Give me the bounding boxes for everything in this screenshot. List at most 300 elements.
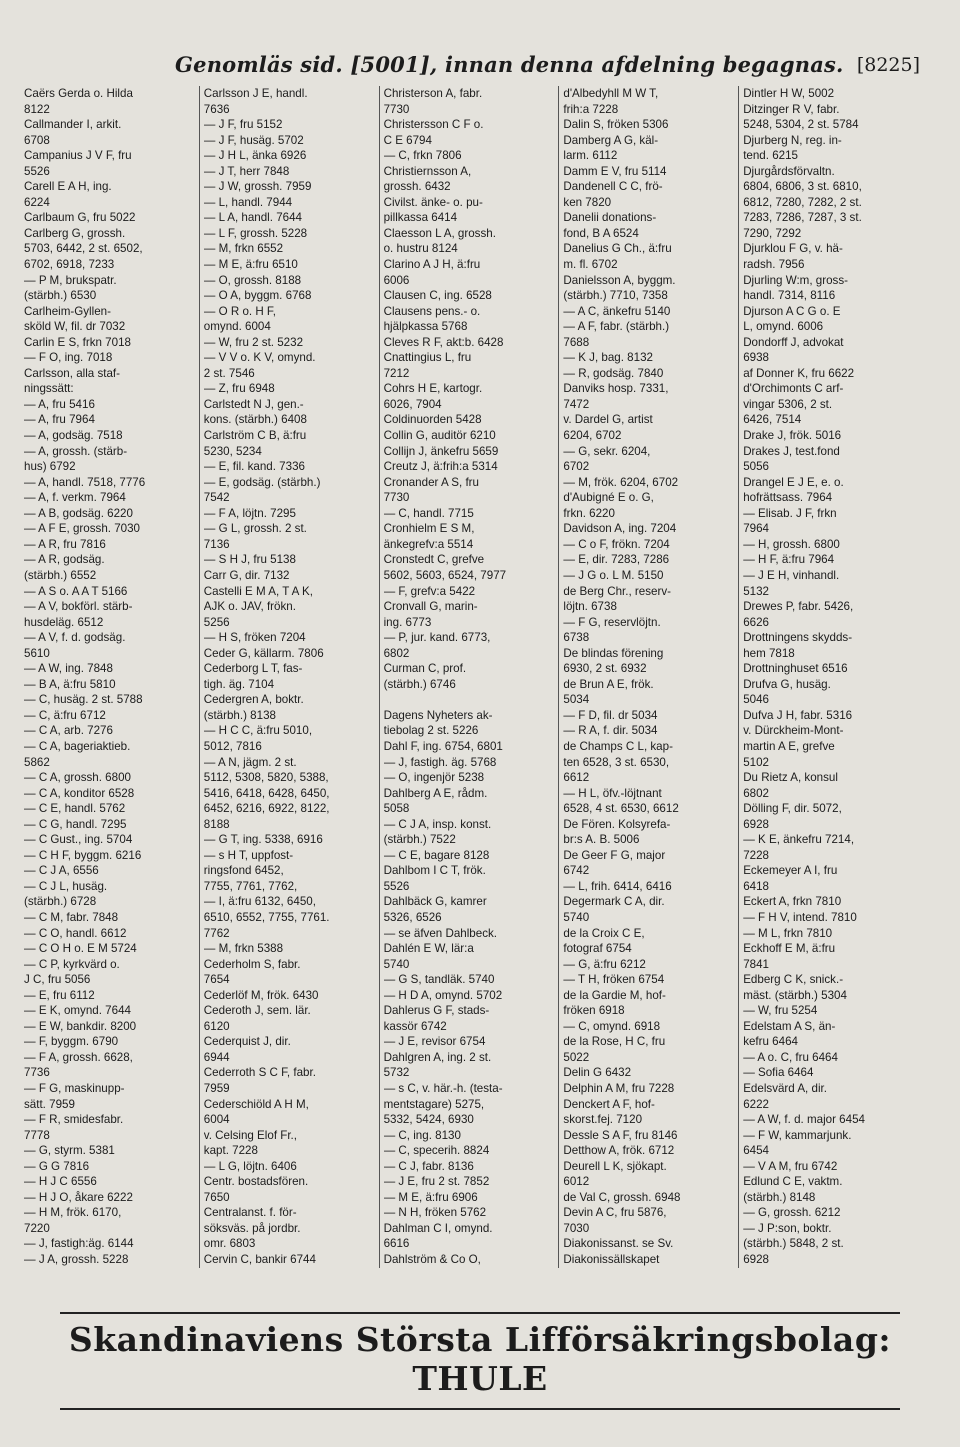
directory-entry-line: ing. 6773 <box>383 615 432 629</box>
directory-entry-line: fröken 6918 <box>563 1004 625 1018</box>
directory-entry-line: — C E, bagare 8128 <box>383 848 490 862</box>
directory-entry-line: Dahlén E W, lär:a <box>383 942 474 956</box>
directory-entry-line: sätt. 7959 <box>24 1097 75 1111</box>
directory-entry-line: tiebolag 2 st. 5226 <box>383 724 479 738</box>
directory-column <box>739 86 918 1268</box>
directory-entry-line: — H F, ä:fru 7964 <box>743 553 835 567</box>
directory-entry-line: Danelii donations- <box>563 211 657 225</box>
directory-entry-line: — F D, fil. dr 5034 <box>563 708 658 722</box>
directory-entry-line: Clausens pens.- o. <box>383 304 481 318</box>
directory-entry-line: — C M, fabr. 7848 <box>24 910 119 924</box>
directory-entry-line: Dahl F, ing. 6754, 6801 <box>383 739 503 753</box>
directory-entry-line: — G, grossh. 6212 <box>743 1206 841 1220</box>
directory-entry-line: Danielsson A, byggm. <box>563 273 676 287</box>
directory-entry-line: 2 st. 7546 <box>203 366 255 380</box>
header-title: Genomläs sid. [5001], innan denna afdelning begagnas. <box>175 52 844 77</box>
directory-entry-line: Drake J, frök. 5016 <box>743 429 842 443</box>
directory-entry-line: 6702 <box>563 460 590 474</box>
directory-entry-line: (stärbh.) 8138 <box>203 708 276 722</box>
directory-entry-line: Cohrs H E, kartogr. <box>383 382 483 396</box>
directory-entry-line: 7755, 7761, 7762, <box>203 879 298 893</box>
directory-entry-line: Djurgårdsförvaltn. <box>743 164 835 178</box>
directory-entry-line: 7650 <box>203 1190 230 1204</box>
directory-entry-line: 6708 <box>24 133 50 147</box>
page-code: [8225] <box>856 54 920 76</box>
directory-entry-line: hem 7818 <box>743 646 795 660</box>
directory-entry-line: v. Dürckheim-Mont- <box>743 724 844 738</box>
directory-entry-line: 7636 <box>203 102 230 116</box>
directory-entry-line: — A S o. A A T 5166 <box>24 584 128 598</box>
directory-entry-line: — C A, bageriaktieb. <box>24 739 131 753</box>
page-header <box>20 52 920 88</box>
directory-entry-line: Djurklou F G, v. hä- <box>743 242 843 256</box>
directory-entry-line: 5230, 5234 <box>203 444 262 458</box>
directory-entry-line: Cronstedt C, grefve <box>383 553 485 567</box>
directory-entry-line: Centralanst. f. för- <box>203 1206 297 1220</box>
directory-entry-line: — N H, fröken 5762 <box>383 1206 487 1220</box>
directory-entry-line: — s H T, uppfost- <box>203 848 294 862</box>
directory-entry-line: 5132 <box>743 584 769 598</box>
directory-entry-line: — B A, ä:fru 5810 <box>24 677 116 691</box>
directory-entry-line: 5862 <box>24 755 50 769</box>
directory-entry-line: — C J L, husäg. <box>24 879 108 893</box>
directory-entry-line: Dahlberg A E, rådm. <box>383 786 488 800</box>
directory-entry-line: — L G, löjtn. 6406 <box>203 1159 297 1173</box>
directory-entry-line: de Val C, grossh. 6948 <box>563 1190 681 1204</box>
directory-entry-line: 5610 <box>24 646 50 660</box>
directory-entry-line: 8122 <box>24 102 50 116</box>
directory-entry-line: Djurling W:m, gross- <box>743 273 848 287</box>
directory-entry-line: 6742 <box>563 864 590 878</box>
directory-entry-line: 6938 <box>743 351 769 365</box>
directory-entry-line: — V V o. K V, omynd. <box>203 351 316 365</box>
directory-entry-line: — C, ä:fru 6712 <box>24 708 106 722</box>
directory-entry-line: Dandenell C C, frö- <box>563 180 663 194</box>
directory-entry-line: — A, fru 7964 <box>24 413 95 427</box>
directory-entry-line: — J P:son, boktr. <box>743 1221 832 1235</box>
directory-entry-line: Cederquist J, dir. <box>203 1035 291 1049</box>
directory-entry-line: 6802 <box>743 786 769 800</box>
directory-entry-line: Devin A C, fru 5876, <box>563 1206 667 1220</box>
directory-entry-line: (stärbh.) 6530 <box>24 289 97 303</box>
directory-entry-line: radsh. 7956 <box>743 258 805 272</box>
directory-entry-line: 7778 <box>24 1128 50 1142</box>
directory-column <box>380 86 560 1268</box>
directory-entry-line: Carr G, dir. 7132 <box>203 568 290 582</box>
directory-entry-line: — C A, konditor 6528 <box>24 786 135 800</box>
directory-entry-line: — J E, fru 2 st. 7852 <box>383 1175 490 1189</box>
directory-entry-line: Davidson A, ing. 7204 <box>563 522 677 536</box>
directory-entry-line: — E W, bankdir. 8200 <box>24 1019 137 1033</box>
directory-entry-line: 7136 <box>203 537 230 551</box>
directory-entry-line: 6120 <box>203 1019 230 1033</box>
directory-entry-line: Edelstam A S, än- <box>743 1019 836 1033</box>
directory-entry-line: kapt. 7228 <box>203 1144 258 1158</box>
directory-entry-line: — A V, f. d. godsäg. <box>24 631 126 645</box>
directory-entry-line: — C E, handl. 5762 <box>24 802 126 816</box>
directory-entry-line: Carlsson J E, handl. <box>203 87 308 100</box>
directory-entry-line: hus) 6792 <box>24 460 76 474</box>
directory-entry-line: 5034 <box>563 693 590 707</box>
directory-entry-line: Cederlöf M, frök. 6430 <box>203 988 319 1002</box>
directory-entry-line: Eckert A, frkn 7810 <box>743 895 842 909</box>
directory-entry-line: Detthow A, frök. 6712 <box>563 1144 675 1158</box>
directory-entry-line: pillkassa 6414 <box>383 211 458 225</box>
directory-entry-line: 7030 <box>563 1221 590 1235</box>
directory-entry-line: kefru 6464 <box>743 1035 798 1049</box>
directory-entry-line: Collin G, auditör 6210 <box>383 429 496 443</box>
directory-entry-line: — F G, maskinupp- <box>24 1082 125 1095</box>
directory-entry-line: 5022 <box>563 1050 590 1064</box>
directory-entry-line: Drottningens skydds- <box>743 631 853 645</box>
directory-entry-line: 6222 <box>743 1097 769 1111</box>
directory-entry-line: 5416, 6418, 6428, 6450, <box>203 786 330 800</box>
directory-entry-line: Drangel E J E, e. o. <box>743 475 844 489</box>
directory-entry-line: — A F E, grossh. 7030 <box>24 522 140 536</box>
directory-entry-line: — F A, grossh. 6628, <box>24 1050 133 1064</box>
directory-entry-line: 6418 <box>743 879 769 893</box>
directory-entry-line: 7964 <box>743 522 769 536</box>
directory-entry-line: 6204, 6702 <box>563 429 622 443</box>
directory-entry-line: 5602, 5603, 6524, 7977 <box>383 568 507 582</box>
directory-entry-line: — Elisab. J F, frkn <box>743 506 837 520</box>
directory-entry-line: — L, handl. 7944 <box>203 195 293 209</box>
directory-entry-line: Dahlström & Co O, <box>383 1253 481 1267</box>
directory-entry-line: Carlheim-Gyllen- <box>24 304 111 318</box>
directory-entry-line: — C O, handl. 6612 <box>24 926 127 940</box>
directory-entry-line: — O R o. H F, <box>203 304 276 318</box>
directory-entry-line: — A W, f. d. major 6454 <box>743 1113 865 1127</box>
directory-entry-line: Du Rietz A, konsul <box>743 771 838 785</box>
directory-entry-line: Dahlgren A, ing. 2 st. <box>383 1050 492 1064</box>
directory-entry-line: — M, frök. 6204, 6702 <box>563 475 679 489</box>
directory-column <box>559 86 739 1268</box>
directory-entry-line: Dintler H W, 5002 <box>743 87 835 100</box>
directory-entry-line: Drakes J, test.fond <box>743 444 840 458</box>
directory-entry-line: (stärbh.) 8148 <box>743 1190 816 1204</box>
directory-entry-line: — L A, handl. 7644 <box>203 211 302 225</box>
directory-entry-line: — G, sekr. 6204, <box>563 444 651 458</box>
directory-entry-line: 6004 <box>203 1113 230 1127</box>
directory-entry-line: — A C, änkefru 5140 <box>563 304 671 318</box>
directory-entry-line: — A o. C, fru 6464 <box>743 1050 838 1064</box>
directory-entry-line: Cronhielm E S M, <box>383 522 475 536</box>
directory-entry-line: änkegrefv:a 5514 <box>383 537 474 551</box>
directory-entry-line: — R, godsäg. 7840 <box>563 366 664 380</box>
directory-entry-line: Drufva G, husäg. <box>743 677 831 691</box>
directory-entry-line: Denckert A F, hof- <box>563 1097 655 1111</box>
directory-entry-line: ningssätt: <box>24 382 74 396</box>
directory-entry-line: Christiernsson A, <box>383 164 472 178</box>
directory-entry-line: — H J C 6556 <box>24 1175 97 1189</box>
directory-entry-line: 7654 <box>203 973 230 987</box>
directory-entry-line: 6738 <box>563 631 590 645</box>
directory-entry-line: — F H V, intend. 7810 <box>743 910 857 924</box>
directory-entry-line: — C, omynd. 6918 <box>563 1019 661 1033</box>
directory-entry-line: 5732 <box>383 1066 410 1080</box>
directory-entry-line: — J F, husäg. 5702 <box>203 133 304 147</box>
directory-entry-line: — F R, smidesfabr. <box>24 1113 124 1127</box>
directory-entry-line: sköld W, fil. dr 7032 <box>24 320 126 334</box>
directory-entry-line: 8188 <box>203 817 230 831</box>
directory-entry-line: Cederborg L T, fas- <box>203 662 303 676</box>
directory-entry-line: 7542 <box>203 491 230 505</box>
directory-entry-line: Drewes P, fabr. 5426, <box>743 600 854 614</box>
directory-entry-line: — G T, ing. 5338, 6916 <box>203 833 323 847</box>
directory-entry-line: 6452, 6216, 6922, 8122, <box>203 802 330 816</box>
directory-entry-line: — C, husäg. 2 st. 5788 <box>24 693 143 707</box>
directory-entry-line: 6804, 6806, 3 st. 6810, <box>743 180 862 194</box>
directory-entry-line: ten 6528, 3 st. 6530, <box>563 755 670 769</box>
directory-entry-line: 6944 <box>203 1050 230 1064</box>
directory-entry-line: skorst.fej. 7120 <box>563 1113 643 1127</box>
directory-entry-line: 7472 <box>563 397 590 411</box>
directory-entry-line: — H, grossh. 6800 <box>743 537 840 551</box>
directory-entry-line: — A B, godsäg. 6220 <box>24 506 133 520</box>
directory-entry-line: — A F, fabr. (stärbh.) <box>563 320 670 334</box>
directory-entry-line: — F O, ing. 7018 <box>24 351 113 365</box>
directory-entry-line: — H J O, åkare 6222 <box>24 1190 133 1204</box>
directory-entry-line: Collijn J, änkefru 5659 <box>383 444 499 458</box>
directory-entry-line: — M, frkn 5388 <box>203 942 284 956</box>
directory-entry-line: — F, grefv:a 5422 <box>383 584 476 598</box>
directory-entry-line: — A V, bokförl. stärb- <box>24 600 133 614</box>
directory-entry-line: — A, f. verkm. 7964 <box>24 491 126 505</box>
directory-entry-line: Clausen C, ing. 6528 <box>383 289 492 303</box>
directory-entry-line: Dahlman C I, omynd. <box>383 1221 493 1235</box>
directory-entry-line: Claesson L A, grossh. <box>383 226 496 240</box>
directory-entry-line: 7290, 7292 <box>743 226 802 240</box>
directory-entry-line: — C O H o. E M 5724 <box>24 942 137 956</box>
directory-entry-line: Carlberg G, grossh. <box>24 226 126 240</box>
directory-entry-line: kassör 6742 <box>383 1019 447 1033</box>
directory-entry-line: — J W, grossh. 7959 <box>203 180 312 194</box>
directory-entry-line: Creutz J, ä:frih:a 5314 <box>383 460 498 474</box>
directory-entry-line: — C A, arb. 7276 <box>24 724 113 738</box>
directory-entry-line: — C Gust., ing. 5704 <box>24 833 133 847</box>
directory-entry-line: — E K, omynd. 7644 <box>24 1004 131 1018</box>
directory-entry-line: — C G, handl. 7295 <box>24 817 127 831</box>
directory-entry-line: de Berg Chr., reserv- <box>563 584 671 598</box>
directory-entry-line: 6224 <box>24 195 50 209</box>
directory-entry-line: — A, handl. 7518, 7776 <box>24 475 146 489</box>
directory-entry-line: — P, jur. kand. 6773, <box>383 631 491 645</box>
directory-entry-line: — M L, frkn 7810 <box>743 926 833 940</box>
directory-entry-line: Damm E V, fru 5114 <box>563 164 667 178</box>
directory-entry-line: omynd. 6004 <box>203 320 271 334</box>
directory-entry-line: Carlsson, alla staf- <box>24 366 121 380</box>
directory-entry-line: Cedergren A, boktr. <box>203 693 304 707</box>
directory-entry-line: Eckhoff E M, ä:fru <box>743 942 836 956</box>
directory-entry-line: — A, grossh. (stärb- <box>24 444 128 458</box>
directory-entry-line: — E, dir. 7283, 7286 <box>563 553 670 567</box>
directory-entry-line: — S H J, fru 5138 <box>203 553 296 567</box>
directory-entry-line: handl. 7314, 8116 <box>743 289 836 303</box>
directory-entry-line: — F A, löjtn. 7295 <box>203 506 296 520</box>
directory-entry-line: husdeläg. 6512 <box>24 615 104 629</box>
directory-entry-line: Dahlerus G F, stads- <box>383 1004 490 1018</box>
directory-entry-line: 6812, 7280, 7282, 2 st. <box>743 195 862 209</box>
directory-entry-line: Dahlbom I C T, frök. <box>383 864 486 878</box>
directory-entry-line: d'Orchimonts C arf- <box>743 382 844 396</box>
directory-entry-line: v. Celsing Elof Fr., <box>203 1128 298 1142</box>
directory-entry-line: Carlstedt N J, gen.- <box>203 397 304 411</box>
directory-entry-line: — W, fru 5254 <box>743 1004 818 1018</box>
directory-entry-line: — M, frkn 6552 <box>203 242 284 256</box>
directory-entry-line: Dahlbäck G, kamrer <box>383 895 487 909</box>
directory-column <box>20 86 200 1268</box>
directory-entry-line: 7841 <box>743 957 769 971</box>
directory-entry-line: (stärbh.) 7522 <box>383 833 456 847</box>
directory-entry-line: — A, fru 5416 <box>24 397 95 411</box>
directory-entry-line: Carell E A H, ing. <box>24 180 112 194</box>
directory-entry-line: — se äfven Dahlbeck. <box>383 926 498 940</box>
directory-entry-line: 6612 <box>563 771 590 785</box>
directory-entry-line: 6928 <box>743 817 769 831</box>
directory-entry-line: 6426, 7514 <box>743 413 802 427</box>
directory-entry-line: Djurson A C G o. E <box>743 304 841 318</box>
directory-entry-line: 7688 <box>563 335 590 349</box>
directory-entry-line: — A N, jägm. 2 st. <box>203 755 297 769</box>
directory-entry-line: Eckemeyer A I, fru <box>743 864 838 878</box>
directory-entry-line: martin A E, grefve <box>743 739 835 753</box>
directory-entry-line: Cronvall G, marin- <box>383 600 478 614</box>
directory-entry-line: 6454 <box>743 1144 769 1158</box>
directory-entry-line: 6930, 2 st. 6932 <box>563 662 647 676</box>
directory-entry-line: Cleves R F, akt:b. 6428 <box>383 335 504 349</box>
directory-entry-line: Carlin E S, frkn 7018 <box>24 335 131 349</box>
directory-entry-line: — C J A, 6556 <box>24 864 99 878</box>
directory-entry-line: — C J A, insp. konst. <box>383 817 492 831</box>
advertisement-banner <box>60 1312 900 1410</box>
directory-entry-line: 5326, 6526 <box>383 910 442 924</box>
directory-entry-line: Christerson A, fabr. <box>383 87 483 100</box>
directory-entry-line: Dalin S, fröken 5306 <box>563 118 669 132</box>
directory-entry-line: — E, fru 6112 <box>24 988 95 1002</box>
directory-entry-line: Coldinuorden 5428 <box>383 413 482 427</box>
directory-entry-line: Ditzinger R V, fabr. <box>743 102 840 116</box>
directory-entry-line: 7736 <box>24 1066 50 1080</box>
directory-entry-line: — O, ingenjör 5238 <box>383 771 485 785</box>
directory-entry-line: — C, ing. 8130 <box>383 1128 461 1142</box>
directory-entry-line: — C H F, byggm. 6216 <box>24 848 142 862</box>
directory-entry-line: De Geer F G, major <box>563 848 666 862</box>
directory-entry-line: — C, specerih. 8824 <box>383 1144 490 1158</box>
directory-entry-line: — M E, ä:fru 6510 <box>203 258 298 272</box>
directory-entry-line: Cederoth J, sem. lär. <box>203 1004 311 1018</box>
directory-entry-line: Edelsvärd A, dir. <box>743 1082 827 1095</box>
directory-columns <box>20 86 918 1268</box>
directory-entry-line: Cnattingius L, fru <box>383 351 472 365</box>
directory-entry-line: — W, fru 2 st. 5232 <box>203 335 304 349</box>
directory-entry-line: J C, fru 5056 <box>24 973 91 987</box>
directory-entry-line: 5256 <box>203 615 230 629</box>
directory-entry-line: 5703, 6442, 2 st. 6502, <box>24 242 143 256</box>
directory-entry-line: — L F, grossh. 5228 <box>203 226 308 240</box>
directory-entry-line: — J A, grossh. 5228 <box>24 1253 129 1267</box>
directory-entry-line: Danviks hosp. 7331, <box>563 382 669 396</box>
directory-entry-line: Carlström C B, ä:fru <box>203 429 307 443</box>
directory-entry-line: — H S, fröken 7204 <box>203 631 306 645</box>
directory-entry-line: 6510, 6552, 7755, 7761. <box>203 910 330 924</box>
directory-entry-line: 7228 <box>743 848 769 862</box>
directory-entry-line: hjälpkassa 5768 <box>383 320 468 334</box>
directory-entry-line: — H L, öfv.-löjtnant <box>563 786 662 800</box>
directory-entry-line: — F, byggm. 6790 <box>24 1035 119 1049</box>
directory-entry-line: — F G, reservlöjtn. <box>563 615 661 629</box>
directory-entry-line: — P M, brukspatr. <box>24 273 117 287</box>
directory-entry-line: — C, handl. 7715 <box>383 506 474 520</box>
directory-entry-line: vingar 5306, 2 st. <box>743 397 833 411</box>
directory-entry-line: d'Albedyhll M W T, <box>563 87 659 100</box>
directory-entry-line: — H M, frök. 6170, <box>24 1206 122 1220</box>
directory-entry-line: — Sofia 6464 <box>743 1066 814 1080</box>
directory-entry-line: 5046 <box>743 693 769 707</box>
directory-entry-line: — A W, ing. 7848 <box>24 662 113 676</box>
directory-entry-line: o. hustru 8124 <box>383 242 458 256</box>
directory-entry-line: AJK o. JAV, frökn. <box>203 600 296 614</box>
directory-entry-line: 5058 <box>383 802 410 816</box>
directory-entry-line: söksväs. på jordbr. <box>203 1221 301 1235</box>
directory-entry-line: de la Croix C E, <box>563 926 645 940</box>
directory-entry-line: 7959 <box>203 1082 230 1095</box>
directory-entry-line: Clarino A J H, ä:fru <box>383 258 481 272</box>
directory-entry-line: de la Rose, H C, fru <box>563 1035 666 1049</box>
directory-entry-line: ringsfond 6452, <box>203 864 284 878</box>
directory-entry-line: Damberg A G, käl- <box>563 133 659 147</box>
directory-entry-line: Delin G 6432 <box>563 1066 632 1080</box>
directory-entry-line: De Fören. Kolsyrefa- <box>563 817 671 831</box>
directory-entry-line: löjtn. 6738 <box>563 600 617 614</box>
directory-entry-line: — H D A, omynd. 5702 <box>383 988 503 1002</box>
directory-entry-line: Centr. bostadsfören. <box>203 1175 309 1189</box>
directory-entry-line: d'Aubigné E o. G, <box>563 491 654 505</box>
directory-entry-line: 6026, 7904 <box>383 397 442 411</box>
directory-entry-line: C E 6794 <box>383 133 432 147</box>
directory-entry-line: Christersson C F o. <box>383 118 484 132</box>
directory-entry-line: 7730 <box>383 102 410 116</box>
directory-entry-line: 5248, 5304, 2 st. 5784 <box>743 118 859 132</box>
directory-entry-line: — G, ä:fru 6212 <box>563 957 646 971</box>
directory-entry-line: — J F, fru 5152 <box>203 118 283 132</box>
directory-entry-line: — I, ä:fru 6132, 6450, <box>203 895 316 909</box>
directory-entry-line: (stärbh.) 6728 <box>24 895 97 909</box>
directory-entry-line: — J E H, vinhandl. <box>743 568 840 582</box>
directory-entry-line: de la Gardie M, hof- <box>563 988 666 1002</box>
directory-entry-line: Civilst. änke- o. pu- <box>383 195 483 209</box>
directory-entry-line: tigh. äg. 7104 <box>203 677 275 691</box>
directory-entry-line: Degermark C A, dir. <box>563 895 665 909</box>
directory-entry-line: (stärbh.) 7710, 7358 <box>563 289 668 303</box>
directory-entry-line: 6702, 6918, 7233 <box>24 258 115 272</box>
directory-entry-line: Dagens Nyheters ak- <box>383 708 493 722</box>
directory-entry-line: Dessle S A F, fru 8146 <box>563 1128 678 1142</box>
directory-entry-line: — E, fil. kand. 7336 <box>203 460 305 474</box>
directory-entry-line: 7283, 7286, 7287, 3 st. <box>743 211 862 225</box>
directory-entry-line: De blindas förening <box>563 646 664 660</box>
directory-entry-line: Diakonissällskapet <box>563 1253 660 1267</box>
directory-entry-line: Edlund C E, vaktm. <box>743 1175 843 1189</box>
directory-entry-line: — G S, tandläk. 5740 <box>383 973 495 987</box>
directory-entry-line: br:s A. B. 5006 <box>563 833 640 847</box>
directory-entry-line: Callmander I, arkit. <box>24 118 122 132</box>
directory-entry-line: frih:a 7228 <box>563 102 619 116</box>
directory-entry-line: — K E, änkefru 7214, <box>743 833 855 847</box>
directory-column <box>200 86 380 1268</box>
directory-entry-line: — J T, herr 7848 <box>203 164 290 178</box>
directory-entry-line: m. fl. 6702 <box>563 258 618 272</box>
directory-entry-line: af Donner K, fru 6622 <box>743 366 855 380</box>
